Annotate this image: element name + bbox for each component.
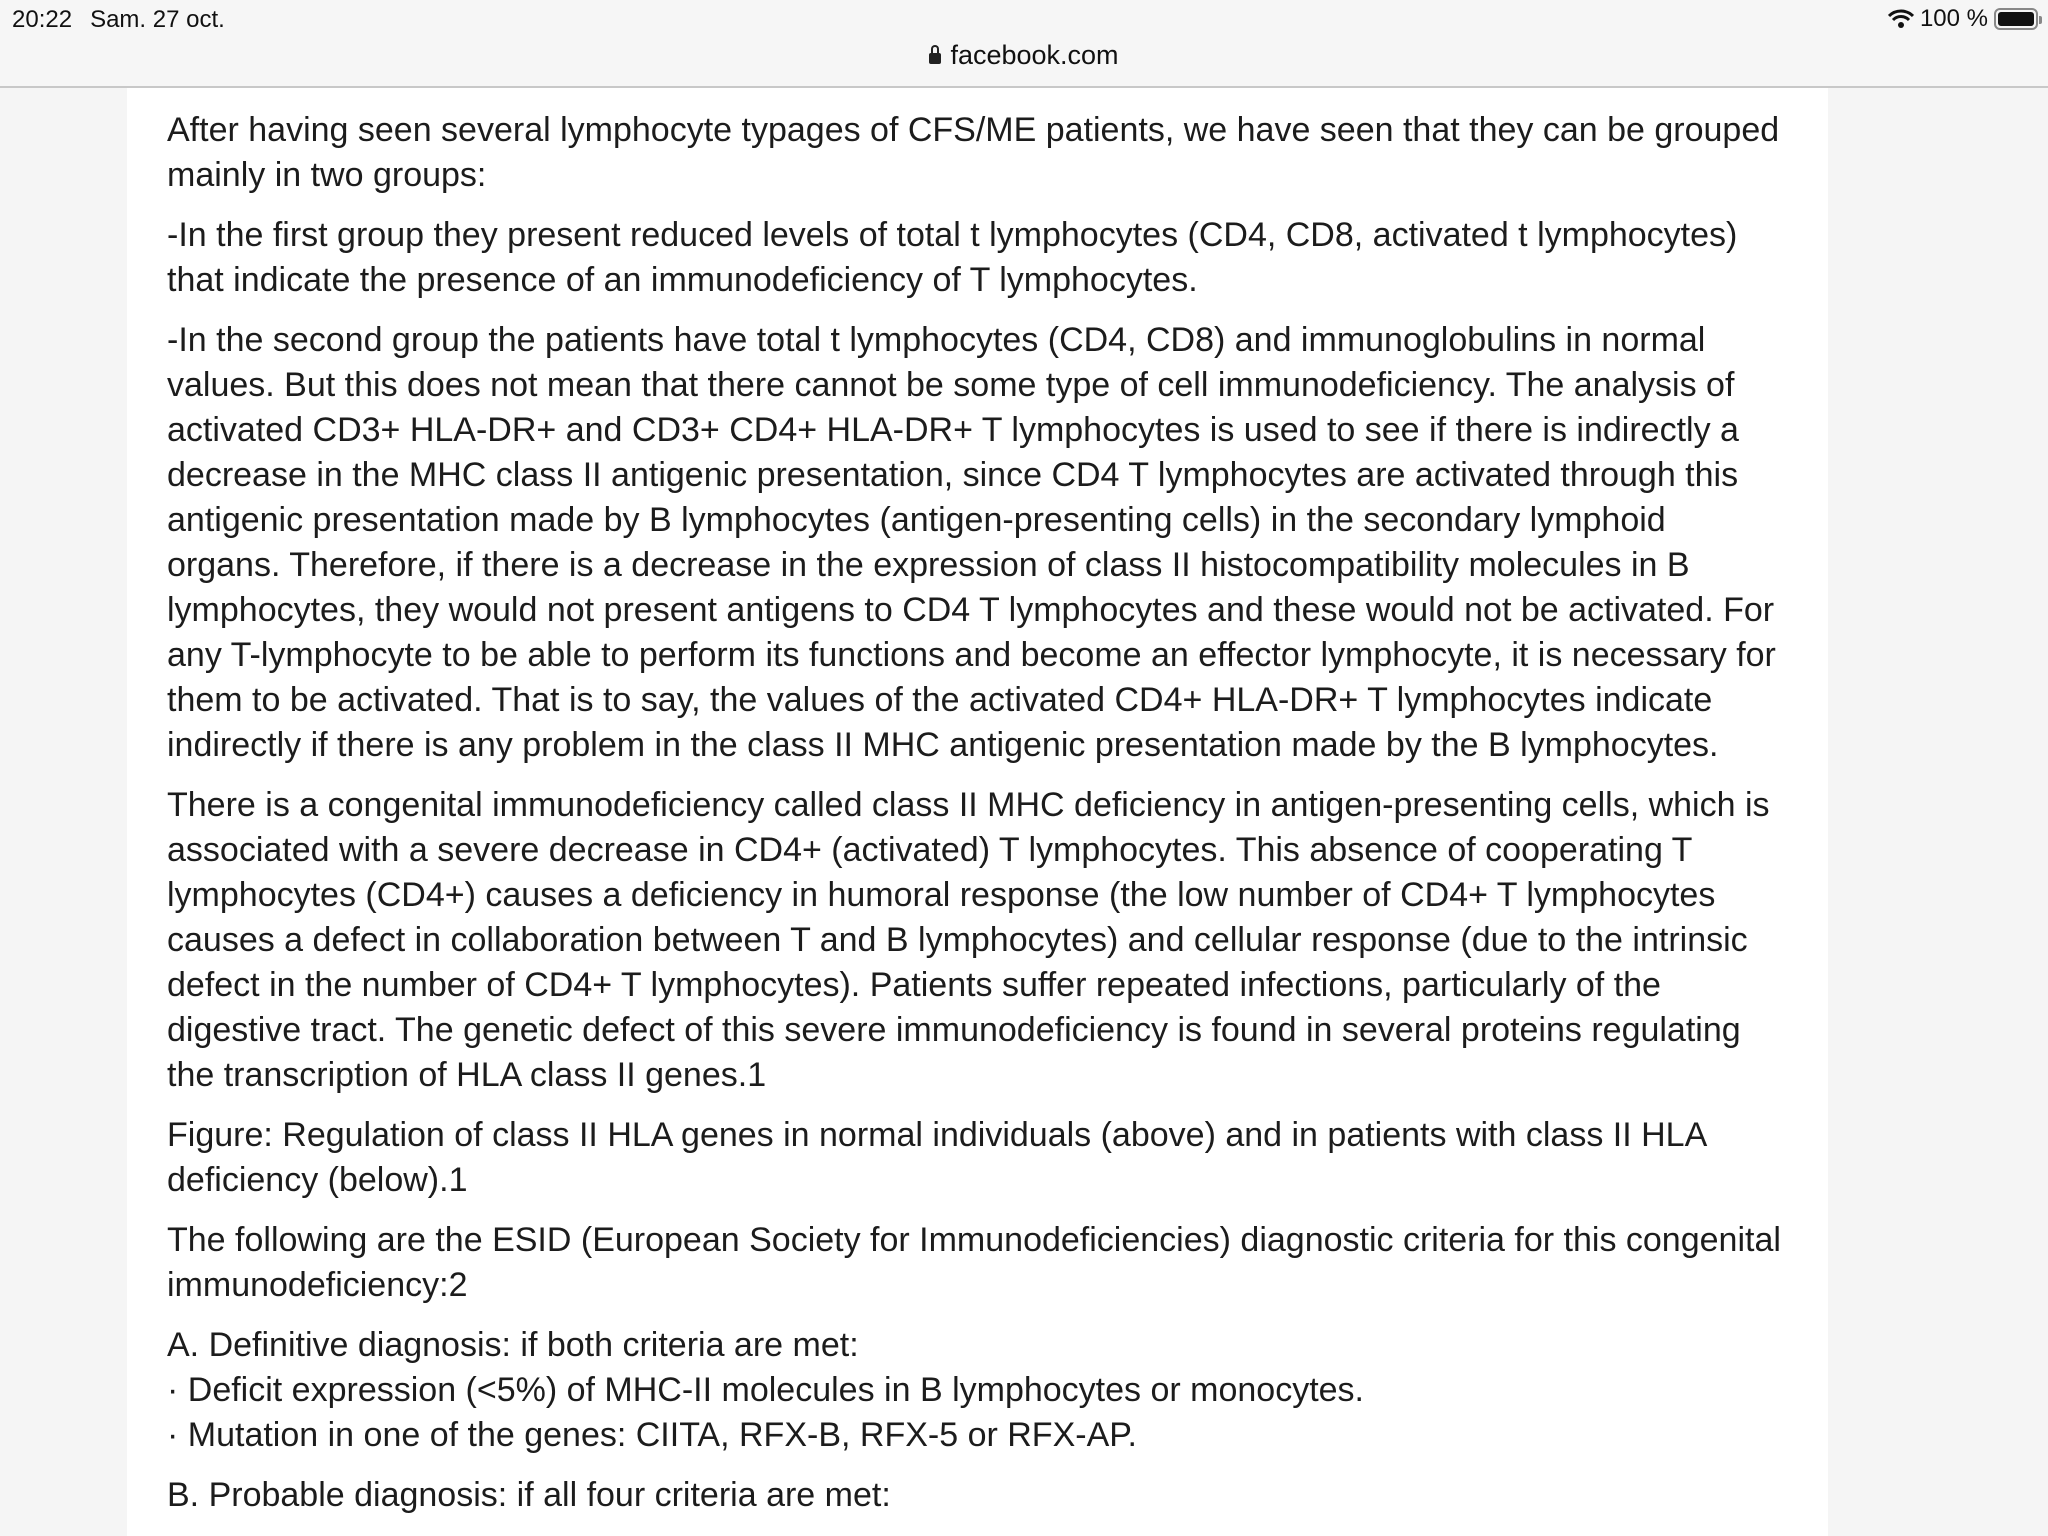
- paragraph: -In the first group they present reduced levels of total t lymphocytes (CD4, CD8, activated t lymphocytes) that indicate the presence of an immunodeficiency of T lymphocytes.: [167, 216, 1738, 299]
- figure-caption: Figure: Regulation of class II HLA genes in normal individuals (above) and in patients with class II HLA deficiency (below).1: [167, 1116, 1706, 1199]
- paragraph: The following are the ESID (European Society for Immunodeficiencies) diagnostic criteria for this congenital immunodeficiency:2: [167, 1221, 1781, 1304]
- battery-percent: 100 %: [1919, 5, 1988, 32]
- status-time-date: [12, 6, 243, 34]
- status-indicators: [1888, 5, 2038, 33]
- criteria-item: · Mutation in one of the genes: CIITA, RFX-B, RFX-5 or RFX-AP.: [167, 1416, 1137, 1454]
- paragraph: There is a congenital immunodeficiency called class II MHC deficiency in antigen-presenting cells, which is associated with a severe decrease in CD4+ (activated) T lymphocytes. This absence of cooperating T lymphocytes (CD4+) causes a deficiency in humoral response (the low number of CD4+ T lymphocytes causes a defect in collaboration between T and B lymphocytes) and cellular response (due to the intrinsic defect in the number of CD4+ T lymphocytes). Patients suffer repeated infections, particularly of the digestive tract. The genetic defect of this severe immunodeficiency is found in several proteins regulating the transcription of HLA class II genes.1: [167, 786, 1770, 1094]
- url-text: facebook.com: [950, 40, 1119, 70]
- address-bar[interactable]: [0, 40, 2048, 71]
- battery-icon: [1994, 8, 2038, 30]
- criteria-b-title: B. Probable diagnosis: if all four criteria are met:: [167, 1476, 891, 1514]
- paragraph: After having seen several lymphocyte typages of CFS/ME patients, we have seen that they can be grouped mainly in two groups:: [167, 111, 1780, 194]
- criteria-a-title: A. Definitive diagnosis: if both criteria are met:: [167, 1326, 859, 1364]
- browser-top-bar: [0, 0, 2048, 88]
- paragraph: -In the second group the patients have total t lymphocytes (CD4, CD8) and immunoglobulins in normal values. But this does not mean that there cannot be some type of cell immunodeficiency. The analysis of activated CD3+ HLA-DR+ and CD3+ CD4+ HLA-DR+ T lymphocytes is used to see if there is indirectly a decrease in the MHC class II antigenic presentation, since CD4 T lymphocytes are activated through this antigenic presentation made by B lymphocytes (antigen-presenting cells) in the secondary lymphoid organs. Therefore, if there is a decrease in the expression of class II histocompatibility molecules in B lymphocytes, they would not present antigens to CD4 T lymphocytes and these would not be activated. For any T-lymphocyte to be able to perform its functions and become an effector lymphocyte, it is necessary for them to be activated. That is to say, the values of the activated CD4+ HLA-DR+ T lymphocytes indicate indirectly if there is any problem in the class II MHC antigenic presentation made by the B lymphocytes.: [167, 321, 1776, 764]
- wifi-icon: [1888, 9, 1914, 29]
- post-content: [127, 88, 1828, 1536]
- status-time: 20:22: [12, 6, 73, 33]
- lock-icon: [929, 53, 941, 64]
- status-date: Sam. 27 oct.: [90, 6, 225, 33]
- criteria-a: [167, 1323, 1788, 1458]
- criteria-item: · Deficit expression (<5%) of MHC-II molecules in B lymphocytes or monocytes.: [167, 1371, 1365, 1409]
